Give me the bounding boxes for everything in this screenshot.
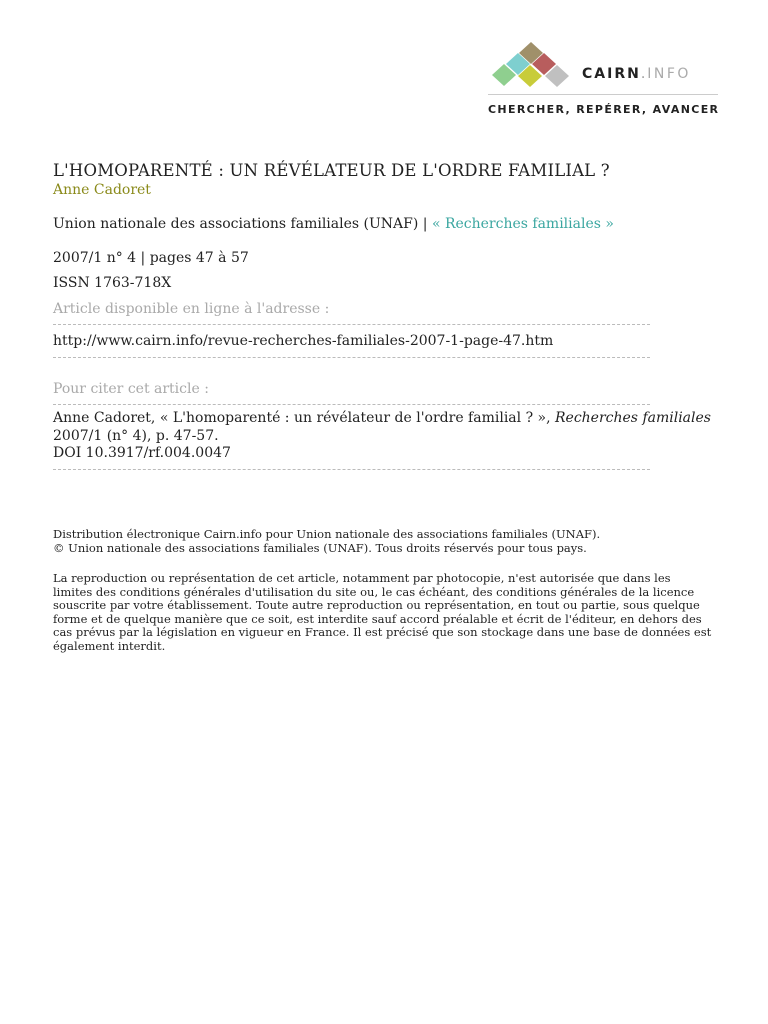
legal-notice: La reproduction ou représentation de cet article, notamment par photocopie, n'est autorisée que dans les limites des conditions générales d'utilisation du site ou, le cas échéant, des conditions générales de la licence souscrite par votre établissement. Toute autre reproduction ou représentation, en tout ou partie, sous quelque forme et de quelque manière que ce soit, est interdite sauf accord préalable et écrit de l'éditeur, en dehors des cas prévus par la législation en vigueur en France. Il est précisé que son stockage dans une base de données est également interdit. [53,571,712,653]
brand-name: CAIRN [582,66,641,82]
copyright-notice: © Union nationale des associations familiales (UNAF). Tous droits réservés pour tous pays. [53,540,587,555]
distribution-notice: Distribution électronique Cairn.info pour Union nationale des associations familiales (UNAF). [53,527,601,541]
cite-label: Pour citer cet article : [53,381,209,397]
divider [53,404,650,405]
diamond-mosaic-icon [488,40,578,90]
citation-journal: Recherches familiales [555,410,711,426]
divider [53,357,650,358]
journal-link[interactable]: « Recherches familiales » [431,216,614,232]
logo-divider [488,94,718,95]
citation-suffix: 2007/1 (n° 4), p. 47-57. [53,427,219,444]
divider [53,469,650,470]
brand-suffix: INFO [647,66,691,82]
citation [53,410,713,445]
cairn-logo[interactable] [486,40,722,120]
publisher-name: Union nationale des associations familiales (UNAF) | [53,216,432,232]
issn-line: ISSN 1763-718X [53,275,172,291]
article-info [53,160,713,653]
doi[interactable]: DOI 10.3917/rf.004.0047 [53,445,231,461]
article-author[interactable]: Anne Cadoret [53,182,151,198]
brand-wordmark [582,66,691,82]
issue-line: 2007/1 n° 4 | pages 47 à 57 [53,250,249,266]
online-label: Article disponible en ligne à l'adresse : [53,301,330,317]
publisher-line [53,214,713,234]
divider [53,324,650,325]
article-url[interactable]: http://www.cairn.info/revue-recherches-familiales-2007-1-page-47.htm [53,333,554,349]
logo-tagline: CHERCHER, REPÉRER, AVANCER [488,103,720,116]
brand-dot: . [640,66,648,82]
citation-prefix: Anne Cadoret, « L'homoparenté : un révélateur de l'ordre familial ? », [53,410,555,426]
article-title: L'HOMOPARENTÉ : UN RÉVÉLATEUR DE L'ORDRE FAMILIAL ? [53,161,610,180]
